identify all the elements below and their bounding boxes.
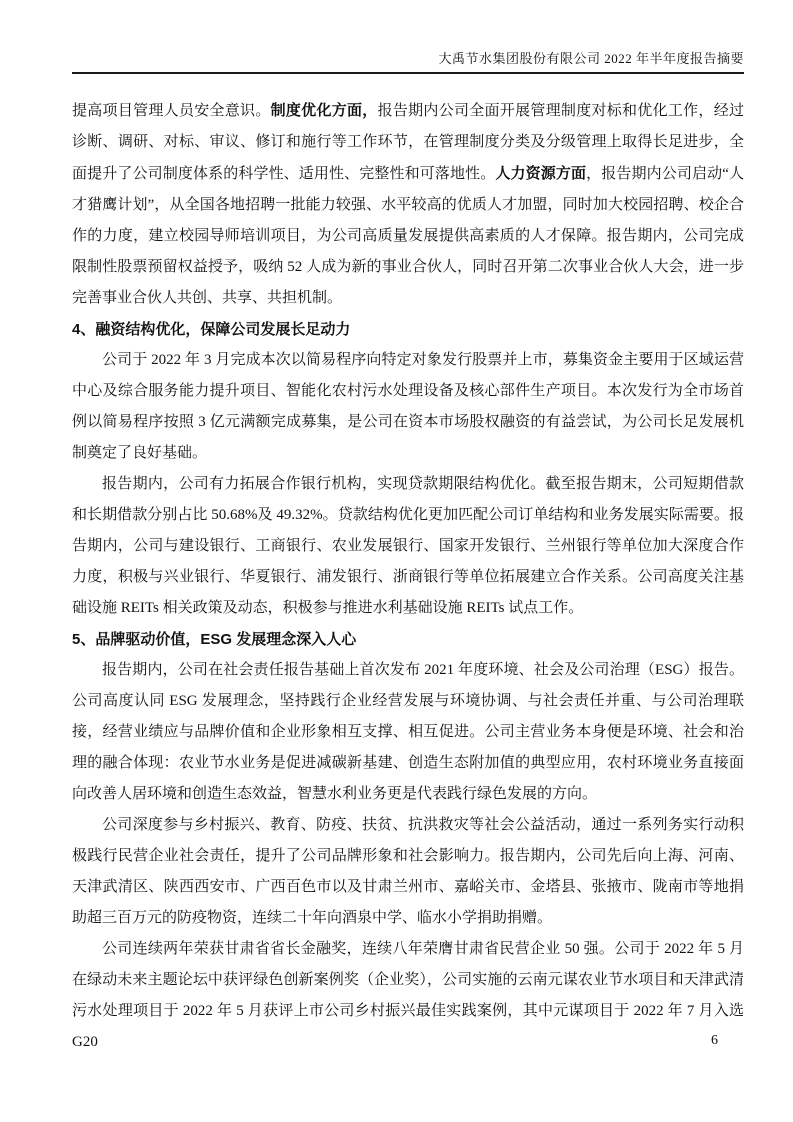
bold-run-human-resources: 人力资源方面 <box>495 165 587 182</box>
text-run: 提高项目管理人员安全意识。 <box>72 103 271 119</box>
paragraph-management-institution <box>72 95 744 314</box>
paragraph-charity-donations: 公司深度参与乡村振兴、教育、防疫、扶贫、抗洪救灾等社会公益活动，通过一系列务实行动积极践行民营企业社会责任，提升了公司品牌形象和社会影响力。报告期内，公司先后向上海、河南、天津武清区、陕西西安市、广西百色市以及甘肃兰州市、嘉峪关市、金塔县、张掖市、陇南市等地捐助超三百万元的防疫物资，连续二十年向酒泉中学、临水小学捐助捐赠。 <box>72 817 744 926</box>
document-body <box>72 95 744 1058</box>
paragraph-esg-report: 报告期内，公司在社会责任报告基础上首次发布 2021 年度环境、社会及公司治理（ESG）报告。公司高度认同 ESG 发展理念，坚持践行企业经营发展与环境协调、与社会责任并重、与公司治理联接，经营业绩应与品牌价值和企业形象相互支撑、相互促进。公司主营业务本身便是环境、社会和治理的融合体现：农业节水业务是促进减碳新基建、创造生态附加值的典型应用，农村环境业务直接面向改善人居环境和创造生态效益，智慧水利业务更是代表践行绿色发展的方向。 <box>72 662 744 802</box>
text-run: ，报告期内公司启动“人才猎鹰计划”，从全国各地招聘一批能力较强、水平较高的优质人才加盟，同时加大校园招聘、校企合作的力度，建立校园导师培训项目，为公司高质量发展提供高素质的人才保障。报告期内，公司完成限制性股票预留权益授予，吸纳 52 人成为新的事业合伙人，同时召开第二次事业合伙人大会，进一步完善事业合伙人共创、共享、共担机制。 <box>72 166 744 306</box>
header-title: 大禹节水集团股份有限公司 2022 年半年度报告摘要 <box>438 51 744 66</box>
section-heading-5-brand-esg: 5、品牌驱动价值，ESG 发展理念深入人心 <box>72 631 357 648</box>
page-header <box>72 50 744 74</box>
paragraph-awards: 公司连续两年荣获甘肃省省长金融奖，连续八年荣膺甘肃省民营企业 50 强。公司于 2022 年 5 月在绿动未来主题论坛中获评绿色创新案例奖（企业奖），公司实施的云南元谋农业节水项目和天津武清污水处理项目于 2022 年 5 月获评上市公司乡村振兴最佳实践案例，其中元谋项目于 2022 年 7 月入选 G20 <box>72 941 744 1050</box>
page-number: 6 <box>711 1033 718 1048</box>
paragraph-bank-cooperation: 报告期内，公司有力拓展合作银行机构，实现贷款期限结构优化。截至报告期末，公司短期借款和长期借款分别占比 50.68%及 49.32%。贷款结构优化更加匹配公司订单结构和业务发展实际需要。报告期内，公司与建设银行、工商银行、农业发展银行、国家开发银行、兰州银行等单位加大深度合作力度，积极与兴业银行、华夏银行、浦发银行、浙商银行等单位拓展建立合作关系。公司高度关注基础设施 REITs 相关政策及动态，积极参与推进水利基础设施 REITs 试点工作。 <box>72 476 744 616</box>
section-heading-4-financing-structure: 4、融资结构优化，保障公司发展长足动力 <box>72 321 351 338</box>
paragraph-stock-issuance: 公司于 2022 年 3 月完成本次以简易程序向特定对象发行股票并上市，募集资金主要用于区域运营中心及综合服务能力提升项目、智能化农村污水处理设备及核心部件生产项目。本次发行为全市场首例以简易程序按照 3 亿元满额完成募集，是公司在资本市场股权融资的有益尝试，为公司长足发展机制奠定了良好基础。 <box>72 352 744 461</box>
text-run: 报告期内公司全面开展管理制度对标和优化工作，经过诊断、调研、对标、审议、修订和施行等工作环节，在管理制度分类及分级管理上取得长足进步，全面提升了公司制度体系的科学性、适用性、完整性和可落地性。 <box>72 103 744 182</box>
bold-run-institution-optimization: 制度优化方面， <box>270 102 378 119</box>
